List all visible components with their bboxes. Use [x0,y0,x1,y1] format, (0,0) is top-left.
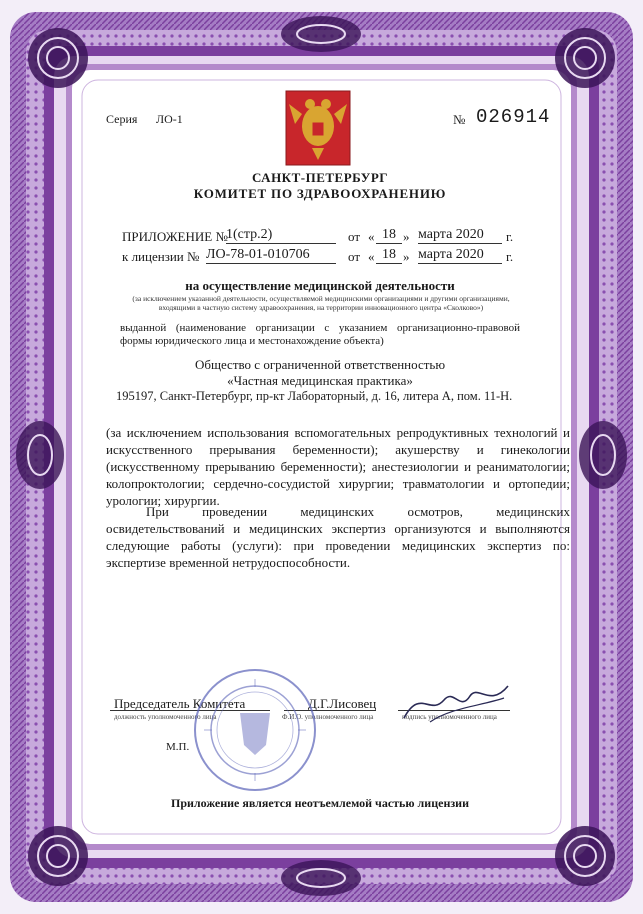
org-legal-form: Общество с ограниченной ответственностью [194,357,446,372]
license-from: от [348,249,361,264]
authority-city: САНКТ-ПЕТЕРБУРГ [251,170,389,185]
form-number: 026914 [476,106,551,128]
appendix-day-open-quote: « [368,229,375,244]
license-day: 18 [376,247,402,264]
examinations-paragraph: При проведении медицинских осмотров, медицинских освидетельствований и медицинских экспертиз организуются и выполняются следующие работы (услуги): при проведении медицинских экспертиз по: экспертизе временной нетрудоспособности. [106,504,570,570]
org-name: «Частная медицинская практика» [227,373,413,388]
coat-of-arms-icon [285,90,351,166]
license-number: ЛО-78-01-010706 [206,247,336,264]
series-value: ЛО-1 [156,112,183,126]
license-month-year: марта 2020 [418,247,502,264]
handwritten-signature-icon [400,678,512,728]
appendix-day: 18 [376,227,402,244]
license-day-close-quote: » [403,249,410,264]
name-caption: Ф.И.О. уполномоченного лица [282,713,374,721]
official-seal-icon [190,665,320,795]
signature-caption: подпись уполномоченного лица [402,713,497,721]
number-sign: № [453,112,466,127]
appendix-from: от [348,229,361,244]
activity-note: (за исключением указанной деятельности, осуществляемой медицинскими организациями и другими организациями, входящими в частную систему здравоохранения, на территории инновационного центра «Сколково») [132,294,510,312]
services-paragraph: (за исключением использования вспомогательных репродуктивных технологий и искусственного прерывания беременности); акушерству и гинекологии (искусственному прерыванию беременности); анестезиологии и реаниматологии; колопроктологии; сердечно-сосудистой хирургии; травматологии и ортопедии; урологии; хирургии. [106,425,570,508]
license-year-suffix: г. [506,249,514,264]
signatory-name: Д.Г.Лисовец [308,696,377,711]
position-caption: должность уполномоченного лица [114,713,217,721]
license-day-open-quote: « [368,249,375,264]
series-label: Серия [106,112,138,126]
license-label: к лицензии № [122,249,200,264]
appendix-label: ПРИЛОЖЕНИЕ № [122,229,228,244]
appendix-day-close-quote: » [403,229,410,244]
org-address: 195197, Санкт-Петербург, пр-кт Лабораторный, д. 16, литера А, пом. 11-Н. [116,389,513,403]
appendix-month-year: марта 2020 [418,227,502,244]
activity-title: на осуществление медицинской деятельности [185,278,455,293]
appendix-number: 1(стр.2) [226,227,336,244]
appendix-year-suffix: г. [506,229,514,244]
seal-place-label: М.П. [166,741,190,753]
footer-note: Приложение является неотъемлемой частью лицензии [170,796,470,810]
signatory-position: Председатель Комитета [114,696,246,711]
authority-committee: КОМИТЕТ ПО ЗДРАВООХРАНЕНИЮ [193,186,447,201]
issued-to-caption: выданной (наименование организации с указанием организационно-правовой формы юридического лица и местонахождение объекта) [120,322,520,347]
